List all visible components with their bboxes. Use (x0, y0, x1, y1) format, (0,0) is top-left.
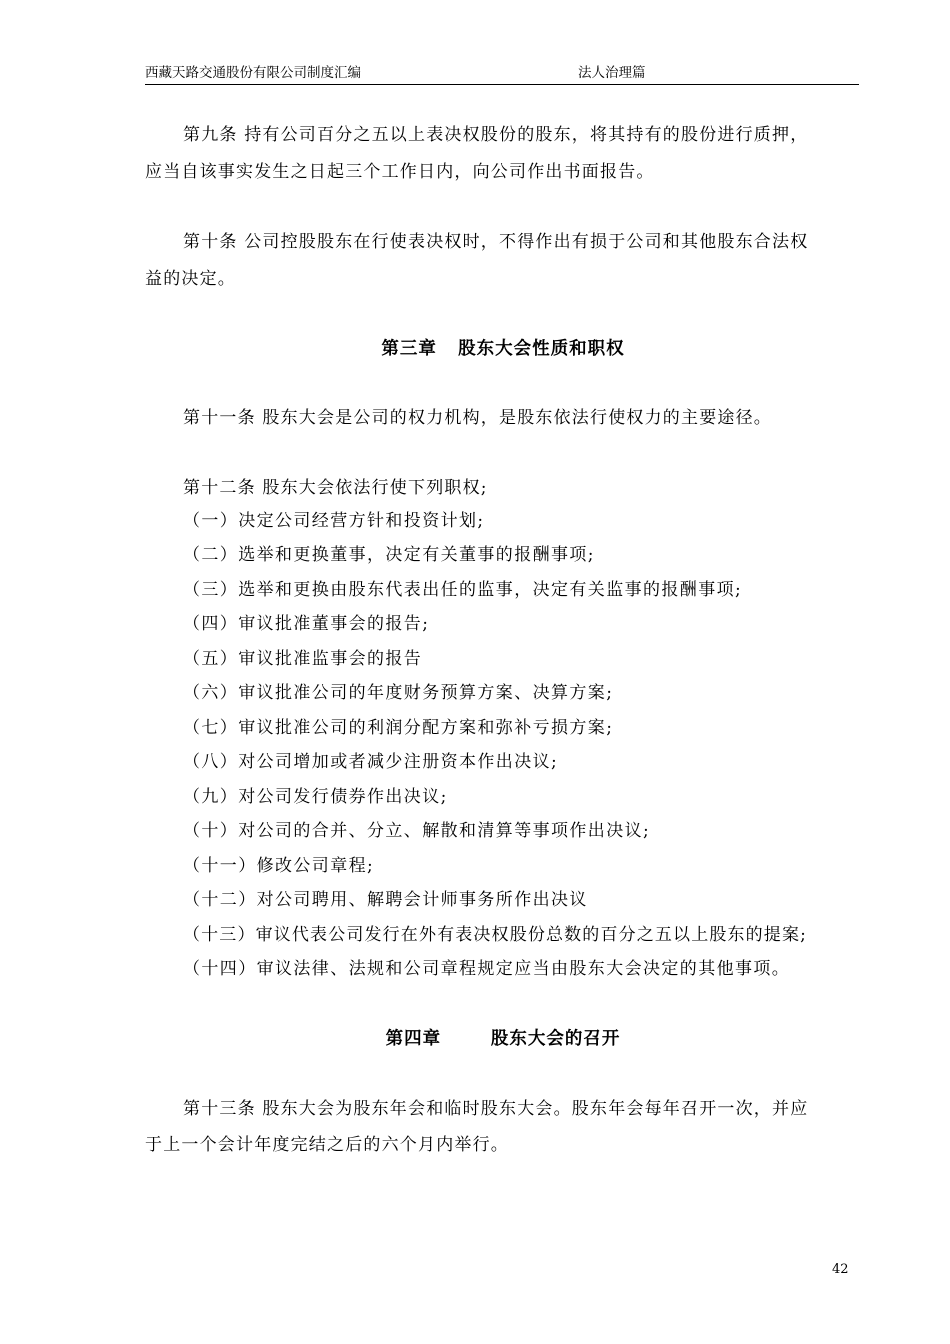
chapter-3-heading: 第三章 股东大会性质和职权 (381, 339, 625, 359)
list-item: （十三）审议代表公司发行在外有表决权股份总数的百分之五以上股东的提案; (183, 925, 807, 945)
chapter-4-heading: 第四章 股东大会的召开 (385, 1029, 621, 1049)
article-10-line-1: 第十条 公司控股股东在行使表决权时，不得作出有损于公司和其他股东合法权 (183, 232, 809, 252)
list-item: （七）审议批准公司的利润分配方案和弥补亏损方案; (183, 718, 614, 738)
article-9-line-1: 第九条 持有公司百分之五以上表决权股份的股东，将其持有的股份进行质押， (183, 125, 809, 145)
list-item: （五）审议批准监事会的报告 (183, 649, 423, 669)
list-item: （十四）审议法律、法规和公司章程规定应当由股东大会决定的其他事项。 (183, 959, 791, 979)
document-body (145, 0, 861, 1344)
list-item: （三）选举和更换由股东代表出任的监事，决定有关监事的报酬事项; (183, 580, 743, 600)
page-number: 42 (832, 1262, 849, 1277)
article-11: 第十一条 股东大会是公司的权力机构，是股东依法行使权力的主要途径。 (183, 408, 773, 428)
list-item: （六）审议批准公司的年度财务预算方案、决算方案; (183, 683, 614, 703)
list-item: （一）决定公司经营方针和投资计划; (183, 511, 485, 531)
article-10-line-2: 益的决定。 (145, 269, 236, 289)
list-item: （八）对公司增加或者减少注册资本作出决议; (183, 752, 559, 772)
article-13-line-2: 于上一个会计年度完结之后的六个月内举行。 (145, 1135, 509, 1155)
article-13-line-1: 第十三条 股东大会为股东年会和临时股东大会。股东年会每年召开一次，并应 (183, 1099, 809, 1119)
list-item: （十二）对公司聘用、解聘会计师事务所作出决议 (183, 890, 588, 910)
header-section-title: 法人治理篇 (578, 65, 646, 81)
list-item: （十一）修改公司章程; (183, 856, 375, 876)
header-company-title: 西藏天路交通股份有限公司制度汇编 (145, 65, 361, 81)
article-12-intro: 第十二条 股东大会依法行使下列职权; (183, 478, 488, 498)
list-item: （九）对公司发行债券作出决议; (183, 787, 448, 807)
list-item: （四）审议批准董事会的报告; (183, 614, 430, 634)
list-item: （二）选举和更换董事，决定有关董事的报酬事项; (183, 545, 595, 565)
article-9-line-2: 应当自该事实发生之日起三个工作日内，向公司作出书面报告。 (145, 162, 655, 182)
list-item: （十）对公司的合并、分立、解散和清算等事项作出决议; (183, 821, 651, 841)
